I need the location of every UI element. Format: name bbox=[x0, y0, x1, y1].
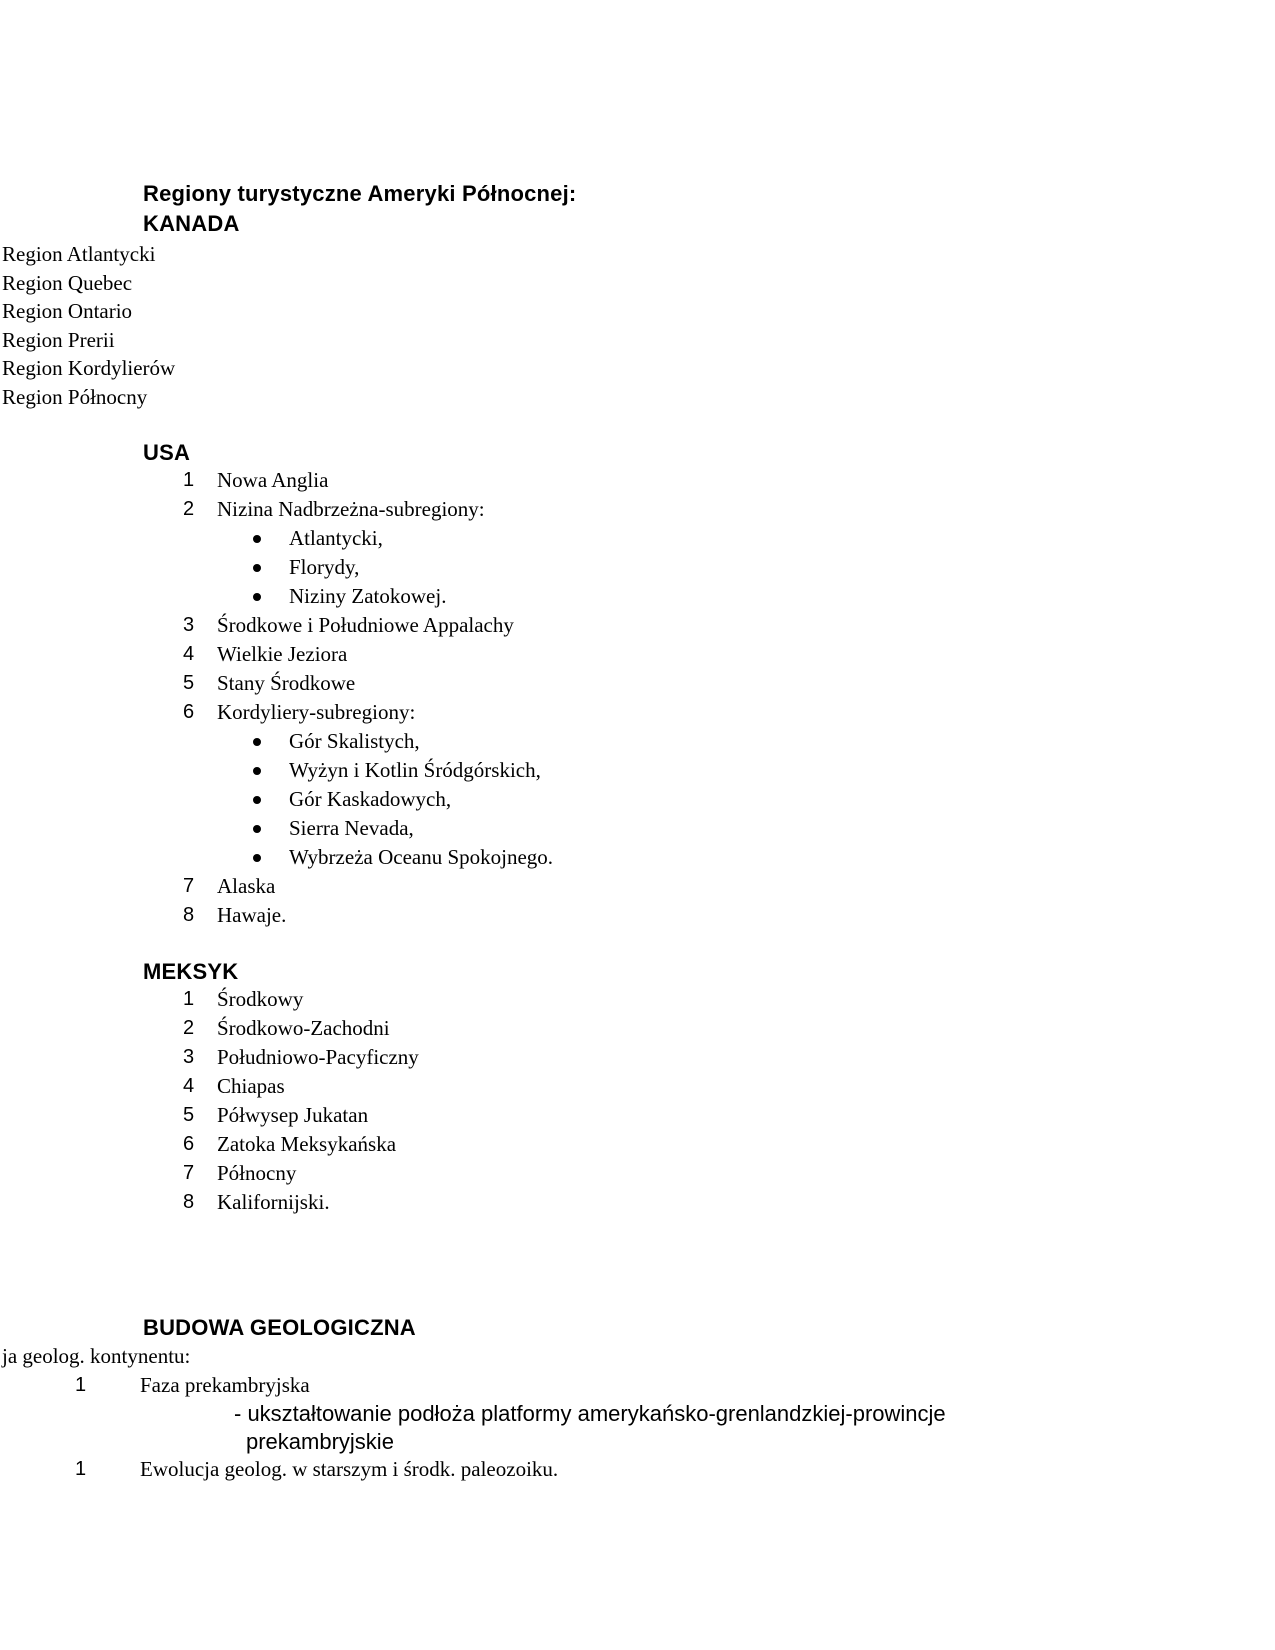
list-item-number: 1 bbox=[75, 1458, 87, 1480]
list-item-number: 8 bbox=[183, 904, 195, 926]
list-item bbox=[0, 845, 1275, 874]
bullet-item-text: Sierra Nevada, bbox=[289, 816, 414, 840]
page-title: Regiony turystyczne Ameryki Północnej: bbox=[143, 181, 577, 206]
list-item-text: Wielkie Jeziora bbox=[217, 642, 348, 666]
list-item bbox=[0, 1161, 1275, 1190]
list-item-number: 5 bbox=[183, 672, 195, 694]
list-item-number: 4 bbox=[183, 643, 195, 665]
list-item-number: 7 bbox=[183, 875, 195, 897]
bullet-item-text: Wybrzeża Oceanu Spokojnego. bbox=[289, 845, 554, 869]
list-item-text: Półwysep Jukatan bbox=[217, 1103, 369, 1127]
list-item-number: 3 bbox=[183, 1046, 195, 1068]
list-item-text: Ewolucja geolog. w starszym i środk. paleozoiku. bbox=[140, 1457, 559, 1481]
list-item-number: 6 bbox=[183, 701, 195, 723]
list-item-number: 4 bbox=[183, 1075, 195, 1097]
bullet-item-text: Gór Skalistych, bbox=[289, 729, 420, 753]
region-line: Region Quebec bbox=[2, 271, 133, 295]
list-item-text: Kordyliery-subregiony: bbox=[217, 700, 416, 724]
list-item bbox=[0, 700, 1275, 729]
list-item bbox=[0, 987, 1275, 1016]
bullet-item-text: Wyżyn i Kotlin Śródgórskich, bbox=[289, 758, 541, 782]
list-item-number: 5 bbox=[183, 1104, 195, 1126]
list-item bbox=[0, 1074, 1275, 1103]
list-item bbox=[0, 816, 1275, 845]
bullet-icon bbox=[253, 854, 261, 862]
list-item-text: Środkowo-Zachodni bbox=[217, 1016, 390, 1040]
geology-subline: prekambryjskie bbox=[246, 1429, 394, 1454]
list-item-number: 7 bbox=[183, 1162, 195, 1184]
list-item bbox=[0, 613, 1275, 642]
list-item-number: 2 bbox=[183, 498, 195, 520]
bullet-icon bbox=[253, 593, 261, 601]
list-item bbox=[0, 758, 1275, 787]
list-item bbox=[0, 671, 1275, 700]
region-line: Region Ontario bbox=[2, 299, 133, 323]
list-item bbox=[0, 468, 1275, 497]
list-item bbox=[0, 903, 1275, 932]
bullet-item-text: Gór Kaskadowych, bbox=[289, 787, 452, 811]
bullet-icon bbox=[253, 535, 261, 543]
bullet-item-text: Atlantycki, bbox=[289, 526, 383, 550]
bullet-icon bbox=[253, 796, 261, 804]
geology-subline: - ukształtowanie podłoża platformy amerykańsko-grenlandzkiej-prowincje bbox=[234, 1401, 946, 1426]
section-heading-budowa-geologiczna: BUDOWA GEOLOGICZNA bbox=[143, 1315, 416, 1340]
region-line: Region Kordylierów bbox=[2, 356, 176, 380]
list-item-text: Środkowy bbox=[217, 987, 304, 1011]
section-heading-meksyk: MEKSYK bbox=[143, 959, 239, 984]
list-item-text: Stany Środkowe bbox=[217, 671, 356, 695]
list-item bbox=[0, 729, 1275, 758]
bullet-icon bbox=[253, 564, 261, 572]
list-item bbox=[0, 497, 1275, 526]
list-item-text: Nizina Nadbrzeżna-subregiony: bbox=[217, 497, 485, 521]
bullet-icon bbox=[253, 738, 261, 746]
list-item-text: Alaska bbox=[217, 874, 276, 898]
bullet-icon bbox=[253, 767, 261, 775]
list-item-number: 1 bbox=[183, 988, 195, 1010]
list-item bbox=[0, 787, 1275, 816]
geology-item bbox=[0, 1457, 1275, 1486]
list-item-number: 1 bbox=[183, 469, 195, 491]
region-line: Region Atlantycki bbox=[2, 242, 156, 266]
list-item-number: 6 bbox=[183, 1133, 195, 1155]
clipped-text-line: ja geolog. kontynentu: bbox=[2, 1344, 191, 1368]
bullet-icon bbox=[253, 825, 261, 833]
list-item-text: Zatoka Meksykańska bbox=[217, 1132, 397, 1156]
list-item bbox=[0, 555, 1275, 584]
geology-item bbox=[0, 1373, 1275, 1402]
list-item bbox=[0, 874, 1275, 903]
list-item-text: Kalifornijski. bbox=[217, 1190, 330, 1214]
section-heading-usa: USA bbox=[143, 440, 191, 465]
bullet-item-text: Florydy, bbox=[289, 555, 360, 579]
list-item-text: Nowa Anglia bbox=[217, 468, 329, 492]
list-item bbox=[0, 642, 1275, 671]
section-heading-kanada: KANADA bbox=[143, 211, 240, 236]
bullet-item-text: Niziny Zatokowej. bbox=[289, 584, 447, 608]
list-item bbox=[0, 584, 1275, 613]
list-item bbox=[0, 1190, 1275, 1219]
list-item-number: 1 bbox=[75, 1374, 87, 1396]
region-line: Region Prerii bbox=[2, 328, 115, 352]
list-item-text: Północny bbox=[217, 1161, 297, 1185]
list-item bbox=[0, 1045, 1275, 1074]
list-item-number: 2 bbox=[183, 1017, 195, 1039]
list-item-text: Środkowe i Południowe Appalachy bbox=[217, 613, 514, 637]
list-item-text: Chiapas bbox=[217, 1074, 285, 1098]
list-item bbox=[0, 526, 1275, 555]
list-item bbox=[0, 1132, 1275, 1161]
list-item-text: Faza prekambryjska bbox=[140, 1373, 310, 1397]
list-item-number: 8 bbox=[183, 1191, 195, 1213]
region-line: Region Północny bbox=[2, 385, 148, 409]
list-item bbox=[0, 1016, 1275, 1045]
list-item-text: Hawaje. bbox=[217, 903, 287, 927]
list-item-number: 3 bbox=[183, 614, 195, 636]
list-item bbox=[0, 1103, 1275, 1132]
list-item-text: Południowo-Pacyficzny bbox=[217, 1045, 419, 1069]
